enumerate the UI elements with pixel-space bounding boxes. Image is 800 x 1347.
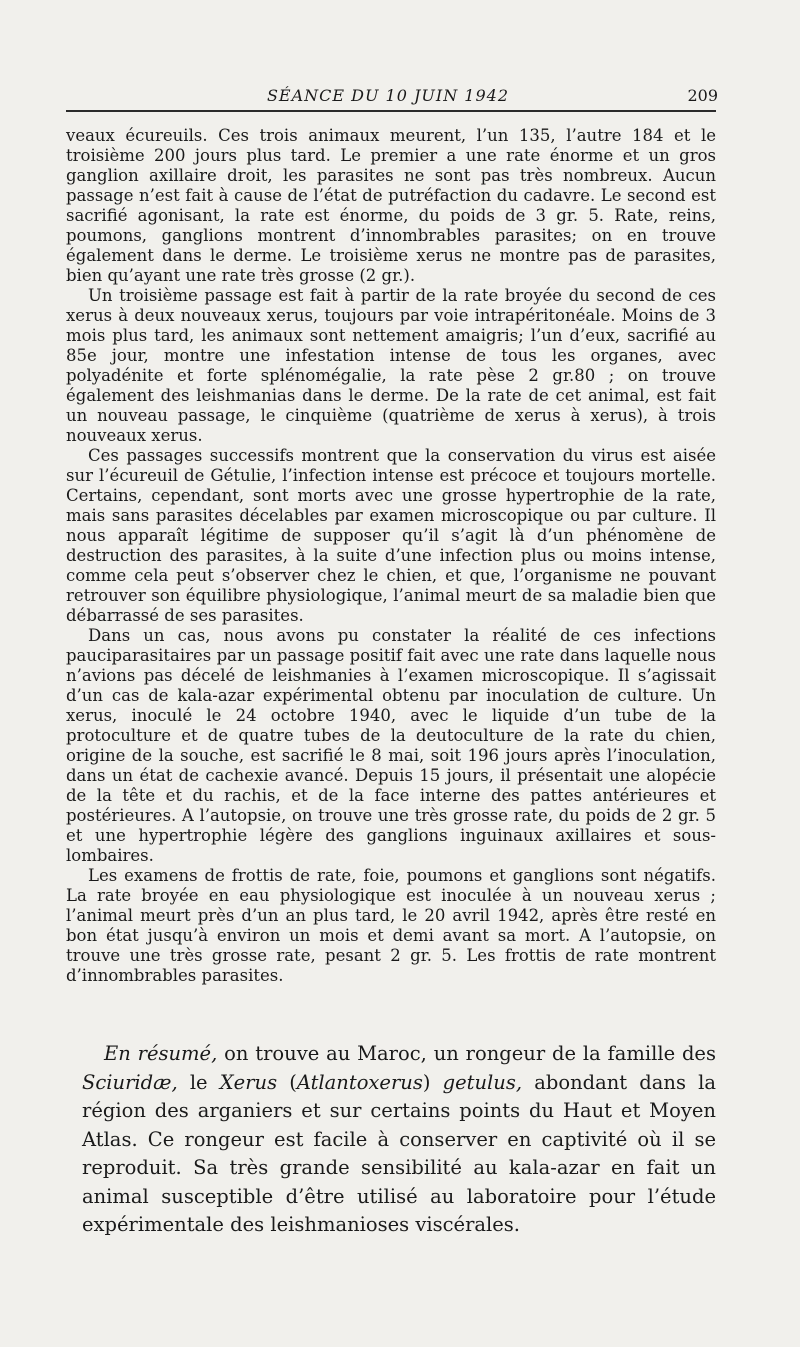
paragraph: veaux écureuils. Ces trois animaux meurent, l’un 135, l’autre 184 et le troisième 200 jours plus tard. Le premier a une rate énorme et un gros ganglion axillaire droit, les parasites ne sont pas très nombreux. Aucun passage n’est fait à cause de l’état de putréfaction du cadavre. Le second est sacrifié agonisant, la rate est énorme, du poids de 3 gr. 5. Rate, reins, poumons, ganglions montrent d’innombrables parasites; on en trouve également dans le derme. Le troisième xerus ne montre pas de parasites, bien qu’ayant une rate très grosse (2 gr.). [66,126,716,285]
header-title: SÉANCE DU 10 JUIN 1942 [266,86,510,105]
body-text [66,126,716,986]
summary-text: on trouve au Maroc, un rongeur de la famille des [217,1042,716,1065]
summary-paragraph [82,1040,716,1240]
summary-text: le [177,1070,220,1094]
paragraph: Ces passages successifs montrent que la conservation du virus est aisée sur l’écureuil de Gétulie, l’infection intense est précoce et toujours mortelle. Certains, cependant, sont morts avec une grosse hypertrophie de la rate, mais sans parasites décelables par examen microscopique ou par culture. Il nous apparaît légitime de supposer qu’il s’agit là d’un phénomène de destruction des parasites, à la suite d’une infection plus ou moins intense, comme cela peut s’observer chez le chien, et que, l’organisme ne pouvant retrouver son équilibre physiologique, l’animal meurt de sa maladie bien que débarrassé de ses parasites. [66,446,716,625]
summary-text: abondant dans la région des arganiers et sur certains points du Haut et Moyen Atlas. Ce rongeur est facile à conserver en captivité où il se reproduit. Sa très grande sensibilité au kala-azar en fait un animal susceptible d’être utilisé au laboratoire pour l’étude expérimentale des leishmanioses viscérales. [82,1070,716,1236]
paragraph: Un troisième passage est fait à partir de la rate broyée du second de ces xerus à deux nouveaux xerus, toujours par voie intrapéritonéale. Moins de 3 mois plus tard, les animaux sont nettement amaigris; l’un d’eux, sacrifié au 85e jour, montre une infestation intense de tous les organes, avec polyadénite et forte splénomégalie, la rate pèse 2 gr.80 ; on trouve également des leishmanias dans le derme. De la rate de cet animal, est fait un nouveau passage, le cinquième (quatrième de xerus à xerus), à trois nouveaux xerus. [66,286,716,445]
genus-name: Xerus [219,1070,278,1094]
subgenus-name: Atlantoxerus [296,1070,423,1094]
header-rule [66,110,716,112]
paragraph: Les examens de frottis de rate, foie, poumons et ganglions sont négatifs. La rate broyée en eau physiologique est inoculée à un nouveau xerus ; l’animal meurt près d’un an plus tard, le 20 avril 1942, après être resté en bon état jusqu’à environ un mois et demi avant sa mort. A l’autopsie, on trouve une très grosse rate, pesant 2 gr. 5. Les frottis de rate montrent d’innombrables parasites. [66,866,716,985]
family-name: Sciuridæ, [82,1070,178,1094]
summary-text: ( [277,1070,297,1094]
species-name: getulus, [442,1070,523,1094]
summary-lead: En résumé, [104,1042,218,1065]
page-number: 209 [687,86,718,105]
summary-section [82,1040,716,1240]
running-header [66,86,718,112]
summary-text: ) [422,1070,443,1094]
paragraph: Dans un cas, nous avons pu constater la réalité de ces infections pauciparasitaires par un passage positif fait avec une rate dans laquelle nous n’avions pas décelé de leishmanies à l’examen microscopique. Il s’agissait d’un cas de kala-azar expérimental obtenu par inoculation de culture. Un xerus, inoculé le 24 octobre 1940, avec le liquide d’un tube de la protoculture et de quatre tubes de la deutoculture de la rate du chien, origine de la souche, est sacrifié le 8 mai, soit 196 jours après l’inoculation, dans un état de cachexie avancé. Depuis 15 jours, il présentait une alopécie de la tête et du rachis, et de la face interne des pattes antérieures et postérieures. A l’autopsie, on trouve une très grosse rate, du poids de 2 gr. 5 et une hypertrophie légère des ganglions inguinaux axillaires et sous-lombaires. [66,626,716,865]
